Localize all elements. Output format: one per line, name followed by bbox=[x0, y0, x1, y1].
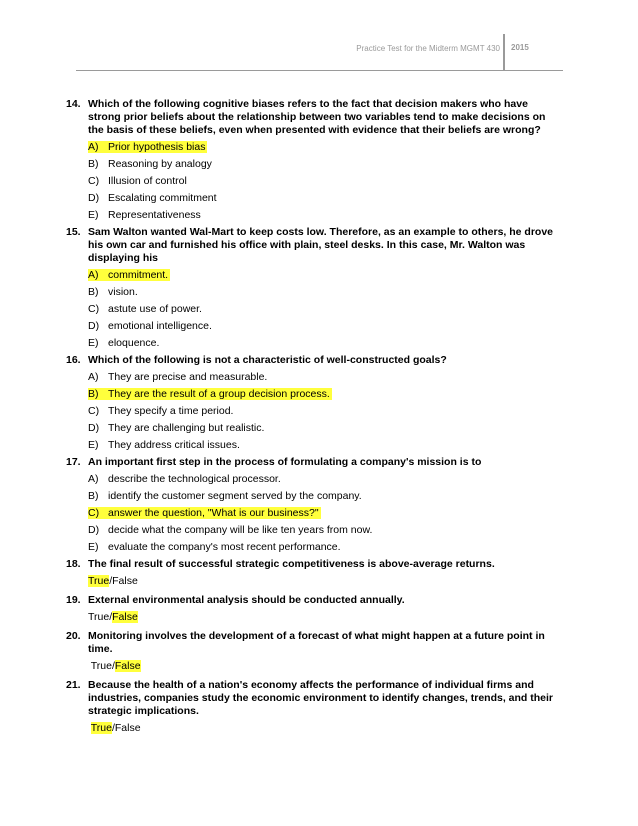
option-letter: C) bbox=[88, 405, 100, 417]
true-false-separator: / bbox=[111, 660, 115, 672]
highlighted-answer bbox=[88, 269, 170, 281]
question bbox=[66, 456, 562, 553]
option-letter: D) bbox=[88, 320, 100, 332]
false-option: False bbox=[114, 722, 141, 734]
question-text: The final result of successful strategic competitiveness is above-average returns. bbox=[88, 558, 495, 570]
answer-content bbox=[88, 405, 233, 417]
question-stem bbox=[66, 226, 562, 265]
option-text: Reasoning by analogy bbox=[108, 158, 212, 170]
header-rule bbox=[76, 70, 563, 71]
highlighted-answer bbox=[88, 388, 332, 400]
answer-options bbox=[66, 371, 562, 451]
option-text: They address critical issues. bbox=[108, 439, 240, 451]
answer-option bbox=[88, 371, 562, 383]
option-text: vision. bbox=[108, 286, 138, 298]
answer-option bbox=[88, 158, 562, 170]
answer-option bbox=[88, 524, 562, 536]
false-option: False bbox=[112, 611, 138, 623]
answer-option bbox=[88, 422, 562, 434]
answer-option bbox=[88, 473, 562, 485]
question-number: 21. bbox=[66, 679, 81, 691]
question-text: External environmental analysis should be conducted annually. bbox=[88, 594, 405, 606]
question-stem bbox=[66, 594, 562, 607]
header-divider bbox=[503, 34, 505, 71]
option-text: They are the result of a group decision process. bbox=[108, 388, 330, 400]
true-false-answer bbox=[88, 722, 562, 734]
answer-content bbox=[88, 541, 341, 553]
option-letter: C) bbox=[88, 507, 100, 519]
answer-content bbox=[88, 320, 212, 332]
answer-content bbox=[88, 439, 240, 451]
option-letter: B) bbox=[88, 388, 99, 400]
option-text: Representativeness bbox=[108, 209, 201, 221]
question-number: 14. bbox=[66, 98, 81, 110]
option-text: They are challenging but realistic. bbox=[108, 422, 265, 434]
question-text: Which of the following is not a characteristic of well-constructed goals? bbox=[88, 354, 447, 366]
question-number: 15. bbox=[66, 226, 81, 238]
answer-option bbox=[88, 541, 562, 553]
option-text: describe the technological processor. bbox=[108, 473, 281, 485]
answer-option bbox=[88, 507, 562, 519]
question-text: Monitoring involves the development of a forecast of what might happen at a future point in time. bbox=[88, 630, 545, 655]
answer-content bbox=[88, 337, 159, 349]
answer-options bbox=[66, 473, 562, 553]
answer-content bbox=[88, 490, 362, 502]
question-number: 19. bbox=[66, 594, 81, 606]
answer-option bbox=[88, 337, 562, 349]
option-text: Escalating commitment bbox=[108, 192, 217, 204]
question-text: Which of the following cognitive biases refers to the fact that decision makers who have strong prior beliefs about the relationship between two variables tend to make decisions on the basis of these beliefs, even when presented with evidence that their beliefs are wrong? bbox=[88, 98, 546, 136]
option-text: They specify a time period. bbox=[108, 405, 234, 417]
option-letter: E) bbox=[88, 439, 99, 451]
option-letter: E) bbox=[88, 337, 99, 349]
option-text: astute use of power. bbox=[108, 303, 202, 315]
option-letter: C) bbox=[88, 175, 100, 187]
true-false-answer bbox=[88, 660, 562, 672]
option-text: eloquence. bbox=[108, 337, 160, 349]
answer-option bbox=[88, 303, 562, 315]
answer-option bbox=[88, 320, 562, 332]
answer-content bbox=[88, 422, 264, 434]
true-false-separator: / bbox=[111, 722, 115, 734]
true-false-answer bbox=[88, 575, 562, 587]
answer-content bbox=[88, 524, 372, 536]
option-text: identify the customer segment served by the company. bbox=[108, 490, 362, 502]
question bbox=[66, 558, 562, 587]
question bbox=[66, 98, 562, 221]
option-letter: D) bbox=[88, 524, 100, 536]
question-number: 20. bbox=[66, 630, 81, 642]
answer-option bbox=[88, 405, 562, 417]
answer-content bbox=[88, 192, 217, 204]
answer-option bbox=[88, 388, 562, 400]
answer-option bbox=[88, 141, 562, 153]
option-text: commitment. bbox=[108, 269, 169, 281]
answer-options bbox=[66, 141, 562, 221]
true-option: True bbox=[90, 660, 112, 672]
question-text: An important first step in the process of formulating a company's mission is to bbox=[88, 456, 482, 468]
question-list bbox=[66, 98, 562, 741]
question bbox=[66, 594, 562, 623]
true-option: True bbox=[88, 575, 110, 587]
option-letter: E) bbox=[88, 209, 99, 221]
true-false-separator: / bbox=[109, 611, 113, 623]
true-false-separator: / bbox=[109, 575, 113, 587]
answer-content bbox=[88, 473, 281, 485]
question-stem bbox=[66, 354, 562, 367]
false-option: False bbox=[112, 575, 138, 587]
answer-option bbox=[88, 192, 562, 204]
option-letter: D) bbox=[88, 422, 100, 434]
answer-content bbox=[88, 303, 202, 315]
question bbox=[66, 630, 562, 672]
true-option: True bbox=[88, 611, 110, 623]
answer-content bbox=[88, 209, 201, 221]
option-text: emotional intelligence. bbox=[108, 320, 212, 332]
option-letter: D) bbox=[88, 192, 100, 204]
answer-option bbox=[88, 286, 562, 298]
answer-option bbox=[88, 269, 562, 281]
option-letter: A) bbox=[88, 371, 99, 383]
option-letter: C) bbox=[88, 303, 100, 315]
question-stem bbox=[66, 456, 562, 469]
false-option: False bbox=[114, 660, 141, 672]
option-letter: E) bbox=[88, 541, 99, 553]
true-false-answer bbox=[88, 611, 562, 623]
header-title: Practice Test for the Midterm MGMT 430 bbox=[356, 44, 500, 53]
option-letter: B) bbox=[88, 158, 99, 170]
highlighted-answer bbox=[88, 507, 321, 519]
answer-option bbox=[88, 175, 562, 187]
option-text: evaluate the company's most recent performance. bbox=[108, 541, 341, 553]
question-stem bbox=[66, 679, 562, 718]
page-header bbox=[0, 0, 638, 72]
option-letter: A) bbox=[88, 141, 99, 153]
header-year: 2015 bbox=[511, 43, 529, 52]
question-number: 17. bbox=[66, 456, 81, 468]
question bbox=[66, 679, 562, 734]
question-stem bbox=[66, 98, 562, 137]
question bbox=[66, 226, 562, 349]
question-number: 16. bbox=[66, 354, 81, 366]
true-option: True bbox=[90, 722, 112, 734]
question-text: Because the health of a nation's economy affects the performance of individual firms and industries, companies study the economic environment to identify changes, trends, and their strategic implications. bbox=[88, 679, 554, 717]
option-letter: A) bbox=[88, 269, 99, 281]
highlighted-answer bbox=[88, 141, 207, 153]
answer-options bbox=[66, 269, 562, 349]
question bbox=[66, 354, 562, 451]
question-text: Sam Walton wanted Wal-Mart to keep costs low. Therefore, as an example to others, he drove his own car and furnished his office with plain, steel desks. In this case, Mr. Walton was displaying his bbox=[88, 226, 554, 264]
option-text: Illusion of control bbox=[108, 175, 187, 187]
question-stem bbox=[66, 630, 562, 656]
question-number: 18. bbox=[66, 558, 81, 570]
answer-content bbox=[88, 371, 267, 383]
answer-option bbox=[88, 209, 562, 221]
question-stem bbox=[66, 558, 562, 571]
answer-content bbox=[88, 175, 187, 187]
answer-content bbox=[88, 158, 212, 170]
option-letter: B) bbox=[88, 286, 99, 298]
option-text: decide what the company will be like ten years from now. bbox=[108, 524, 373, 536]
option-text: Prior hypothesis bias bbox=[108, 141, 206, 153]
option-text: answer the question, "What is our business?" bbox=[108, 507, 319, 519]
answer-option bbox=[88, 490, 562, 502]
answer-option bbox=[88, 439, 562, 451]
option-letter: B) bbox=[88, 490, 99, 502]
option-letter: A) bbox=[88, 473, 99, 485]
option-text: They are precise and measurable. bbox=[108, 371, 268, 383]
answer-content bbox=[88, 286, 138, 298]
